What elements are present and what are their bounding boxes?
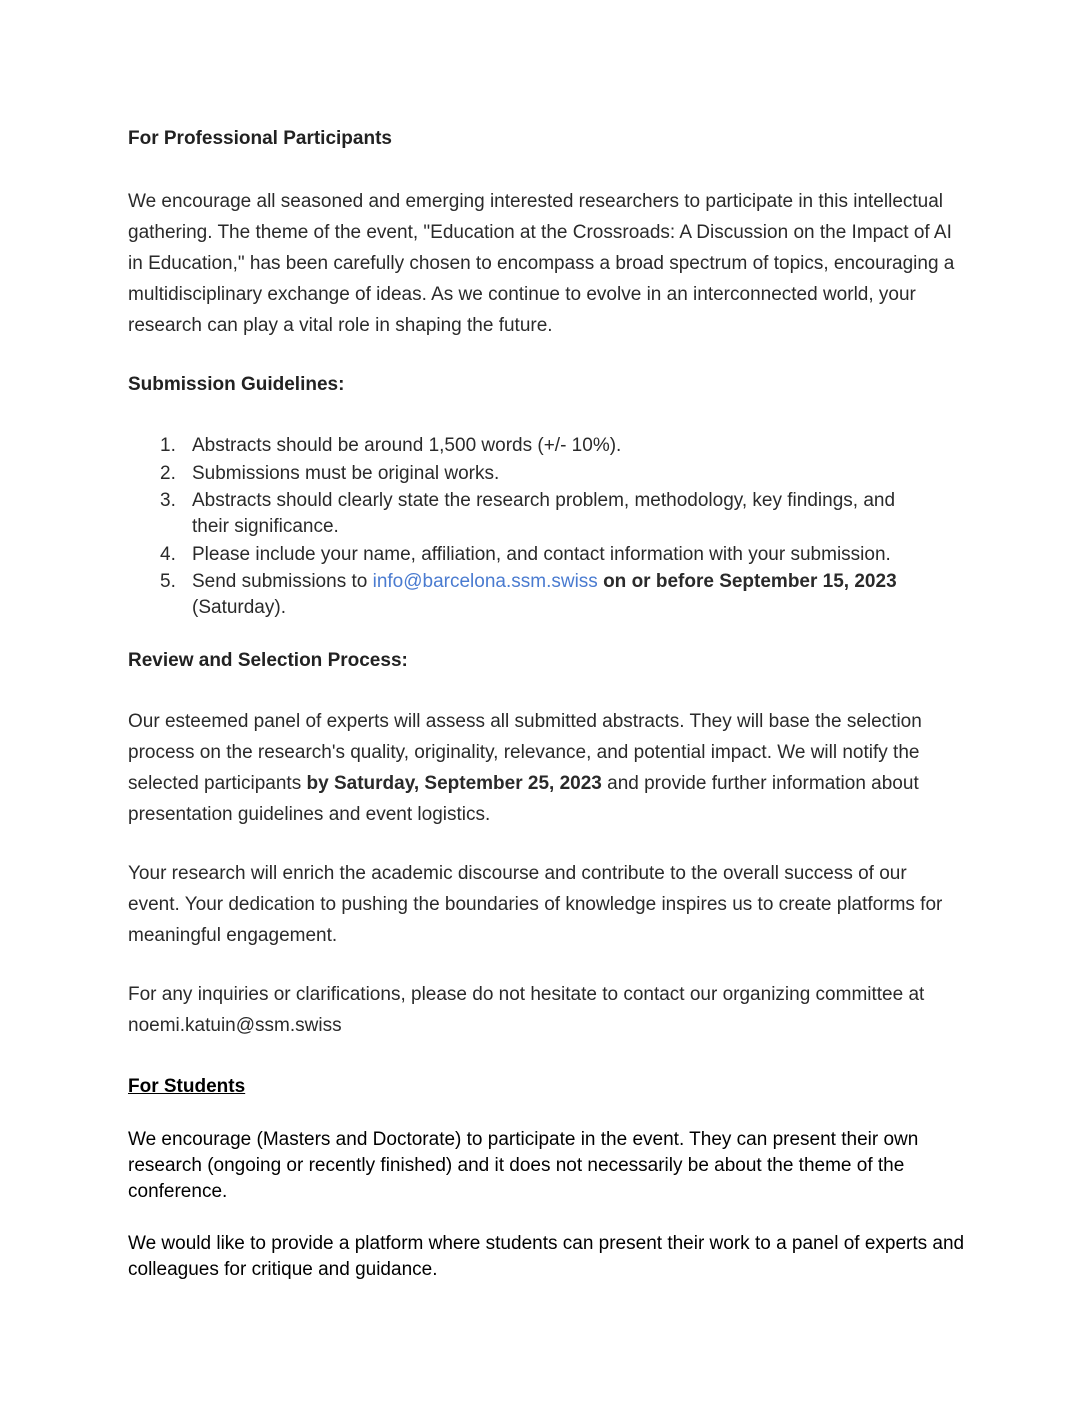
list-item-text: Please include your name, affiliation, and contact information with your submission. [192,543,891,565]
list-item-text: Abstracts should clearly state the research problem, methodology, key findings, and their significance. [192,490,896,537]
submission-item-1 [128,433,928,459]
submission-item-5 [128,569,928,621]
list-item-text: Abstracts should be around 1,500 words (+/- 10%). [192,435,622,456]
inquiries-text: For any inquiries or clarifications, please do not hesitate to contact our organizing committee at [128,984,925,1005]
submission-heading: Submission Guidelines: [128,374,345,395]
list-number: 2. [160,462,176,484]
notification-date: by Saturday, September 25, 2023 [306,773,602,794]
submission-list [128,433,928,623]
submission-item-2 [128,461,928,487]
professional-intro: We encourage all seasoned and emerging interested researchers to participate in this intellectual gathering. The theme of the event, "Education at the Crossroads: A Discussion on the Impact of AI in Education," has been carefully chosen to encompass a broad spectrum of topics, encouraging a multidisciplinary exchange of ideas. As we continue to evolve in an interconnected world, your research can play a vital role in shaping the future. [128,191,955,336]
list-number: 4. [160,543,176,565]
review-heading: Review and Selection Process: [128,650,408,671]
submission-deadline: on or before September 15, 2023 [597,571,897,592]
contact-email[interactable]: noemi.katuin@ssm.swiss [128,1015,342,1036]
students-heading: For Students [128,1076,246,1097]
inquiries-paragraph [128,979,958,1041]
submission-email-link[interactable]: info@barcelona.ssm.swiss [372,571,598,592]
list-item-text: Send submissions to [192,571,373,592]
students-paragraph-2: We would like to provide a platform where students can present their work to a panel of experts and colleagues for critique and guidance. [128,1233,965,1280]
submission-item-3 [128,488,928,540]
list-item-text: Submissions must be original works. [192,462,500,484]
review-text-start: Our esteemed panel of experts will assess all submitted abstracts. They will base the selection process on the research's quality, originality, relevance, and potential impact. We will notify the selected participants [128,711,922,794]
list-number: 1. [160,435,176,456]
list-number: 5. [160,571,176,592]
professional-heading: For Professional Participants [128,128,392,149]
enrichment-paragraph: Your research will enrich the academic discourse and contribute to the overall success of our event. Your dedication to pushing the boundaries of knowledge inspires us to create platforms for meaningful engagement. [128,863,943,946]
review-paragraph [128,706,958,830]
submission-day: (Saturday). [192,597,286,618]
review-text-end: and provide further information about presentation guidelines and event logistics. [128,773,919,825]
list-number: 3. [160,490,176,511]
students-paragraph-1: We encourage (Masters and Doctorate) to participate in the event. They can present their own research (ongoing or recently finished) and it does not necessarily be about the theme of the conference. [128,1129,919,1202]
submission-item-4 [128,542,928,568]
